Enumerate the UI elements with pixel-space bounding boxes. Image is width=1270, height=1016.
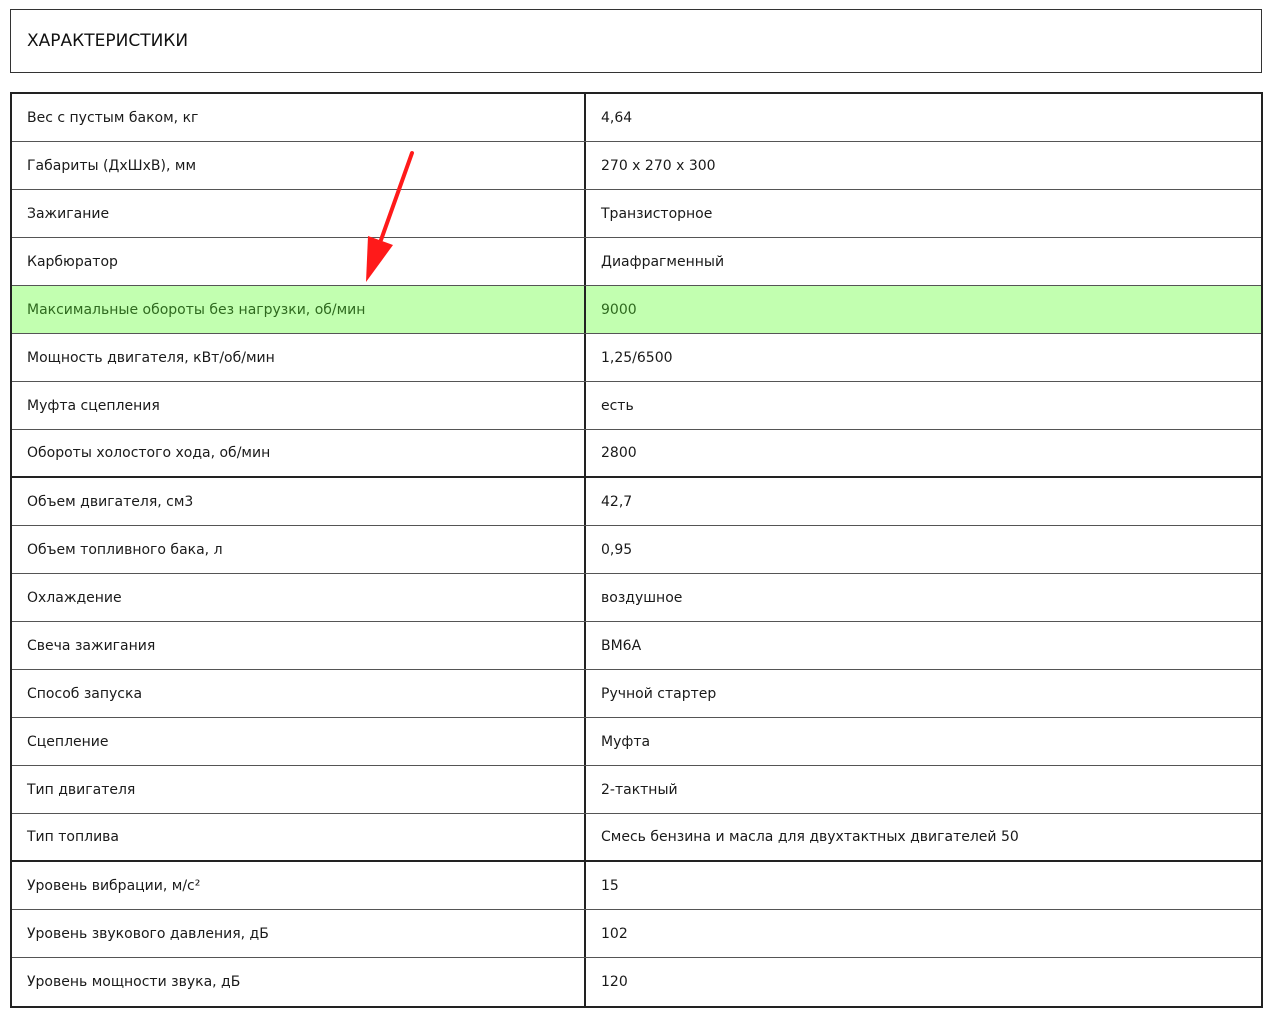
spec-value: 9000 <box>601 301 637 318</box>
spec-value: 2800 <box>601 445 637 461</box>
column-divider <box>584 238 586 285</box>
column-divider <box>584 334 586 381</box>
column-divider <box>584 622 586 669</box>
table-row <box>12 766 1261 814</box>
spec-value: Смесь бензина и масла для двухтактных двигателей 50 <box>601 829 1019 845</box>
table-row <box>12 814 1261 862</box>
spec-name: Способ запуска <box>27 685 143 702</box>
column-divider <box>584 94 586 141</box>
column-divider <box>584 958 586 1006</box>
section-header <box>10 9 1262 73</box>
spec-value: 42,7 <box>601 493 633 510</box>
table-row <box>12 478 1261 526</box>
table-row <box>12 190 1261 238</box>
table-row <box>12 910 1261 958</box>
table-row <box>12 622 1261 670</box>
spec-value: Диафрагменный <box>601 253 725 270</box>
spec-name: Охлаждение <box>27 589 122 606</box>
table-row <box>12 334 1261 382</box>
spec-name: Уровень вибрации, м/с² <box>27 877 201 894</box>
spec-name: Зажигание <box>27 205 110 222</box>
spec-name: Объем двигателя, см3 <box>27 493 194 510</box>
table-row <box>12 670 1261 718</box>
column-divider <box>584 430 586 476</box>
column-divider <box>584 670 586 717</box>
table-row <box>12 238 1261 286</box>
specs-table <box>10 92 1263 1008</box>
column-divider <box>584 718 586 765</box>
spec-value: 120 <box>601 974 628 990</box>
spec-value: Ручной стартер <box>601 685 717 702</box>
section-title: ХАРАКТЕРИСТИКИ <box>27 31 189 51</box>
column-divider <box>584 766 586 813</box>
spec-value: 15 <box>601 877 619 894</box>
spec-value: Транзисторное <box>601 205 713 222</box>
table-row <box>12 142 1261 190</box>
table-row <box>12 574 1261 622</box>
column-divider <box>584 382 586 429</box>
spec-name: Обороты холостого хода, об/мин <box>27 445 271 461</box>
spec-name: Объем топливного бака, л <box>27 541 223 558</box>
spec-value: BM6A <box>601 637 642 654</box>
column-divider <box>584 478 586 525</box>
table-row <box>12 526 1261 574</box>
spec-value: 4,64 <box>601 109 633 126</box>
table-row <box>12 430 1261 478</box>
spec-name: Вес с пустым баком, кг <box>27 109 199 126</box>
table-row <box>12 382 1261 430</box>
spec-name: Тип двигателя <box>27 781 136 798</box>
column-divider <box>584 910 586 957</box>
spec-value: воздушное <box>601 589 683 606</box>
table-row <box>12 958 1261 1006</box>
column-divider <box>584 862 586 909</box>
spec-name: Максимальные обороты без нагрузки, об/мин <box>27 301 366 318</box>
column-divider <box>584 526 586 573</box>
column-divider <box>584 142 586 189</box>
spec-name: Мощность двигателя, кВт/об/мин <box>27 349 275 366</box>
spec-name: Уровень звукового давления, дБ <box>27 925 269 942</box>
column-divider <box>584 574 586 621</box>
table-row <box>12 718 1261 766</box>
spec-value: Муфта <box>601 733 651 750</box>
spec-value: 270 х 270 х 300 <box>601 157 716 174</box>
column-divider <box>584 286 586 333</box>
spec-value: 102 <box>601 925 628 942</box>
spec-name: Уровень мощности звука, дБ <box>27 974 241 990</box>
spec-name: Карбюратор <box>27 253 118 270</box>
spec-value: есть <box>601 397 634 414</box>
spec-value: 2-тактный <box>601 781 678 798</box>
spec-name: Габариты (ДхШхВ), мм <box>27 157 197 174</box>
spec-name: Свеча зажигания <box>27 637 156 654</box>
table-row-highlighted <box>12 286 1261 334</box>
table-row <box>12 94 1261 142</box>
spec-name: Муфта сцепления <box>27 397 160 414</box>
spec-name: Сцепление <box>27 733 109 750</box>
spec-name: Тип топлива <box>27 829 120 845</box>
column-divider <box>584 814 586 860</box>
column-divider <box>584 190 586 237</box>
spec-value: 0,95 <box>601 541 633 558</box>
table-row <box>12 862 1261 910</box>
spec-value: 1,25/6500 <box>601 349 673 366</box>
